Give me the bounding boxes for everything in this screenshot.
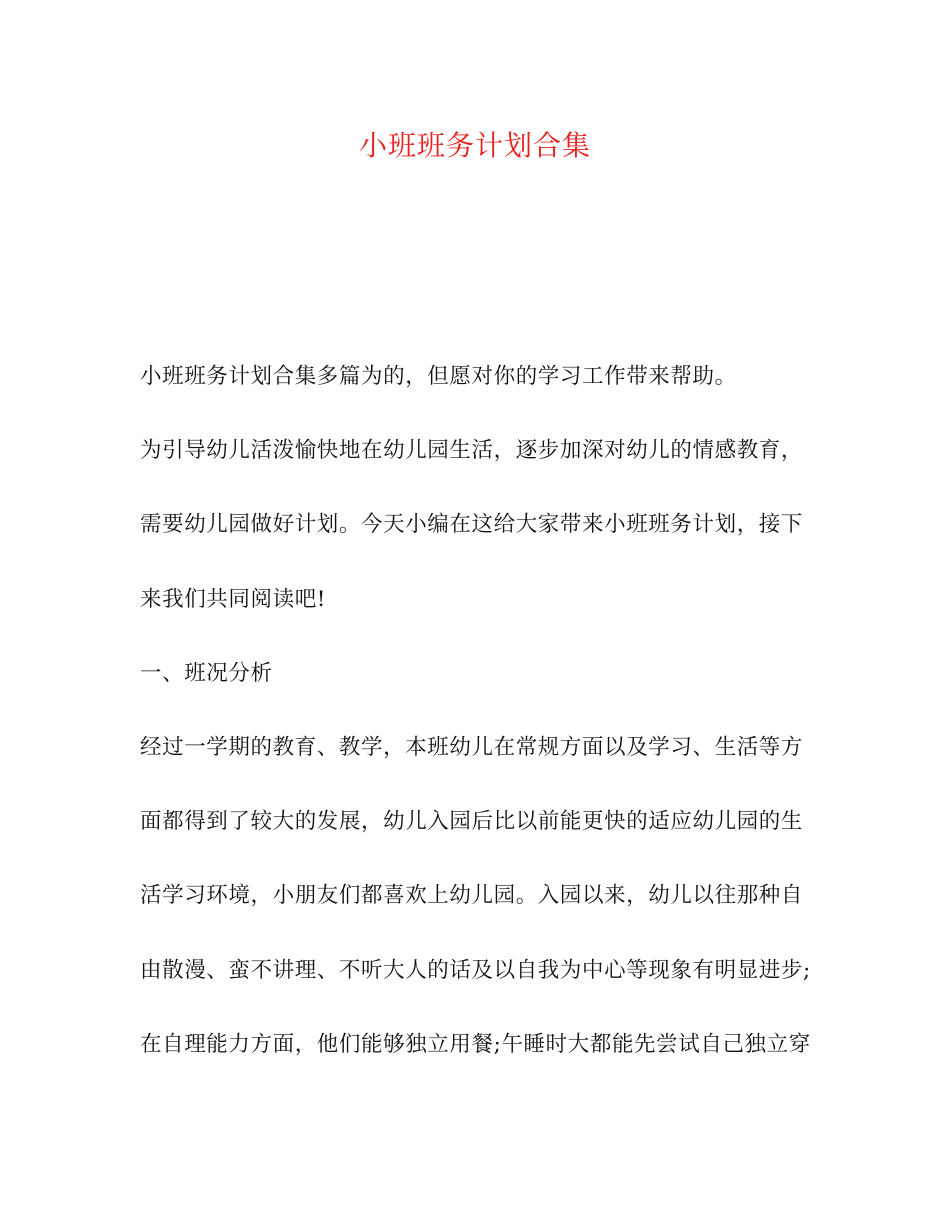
body-line: 小班班务计划合集多篇为的，但愿对你的学习工作带来帮助。 [140, 364, 737, 389]
section-heading: 一、班况分析 [140, 660, 273, 686]
body-line: 活学习环境，小朋友们都喜欢上幼儿园。入园以来，幼儿以往那种自 [140, 883, 804, 909]
document-body [140, 357, 820, 1099]
body-line: 在自理能力方面，他们能够独立用餐;午睡时大都能先尝试自己独立穿 [140, 1031, 811, 1057]
body-line: 为引导幼儿活泼愉快地在幼儿园生活，逐步加深对幼儿的情感教育， [140, 438, 804, 464]
body-line: 来我们共同阅读吧! [140, 586, 327, 612]
body-line: 需要幼儿园做好计划。今天小编在这给大家带来小班班务计划，接下 [140, 512, 804, 538]
body-line: 面都得到了较大的发展，幼儿入园后比以前能更快的适应幼儿园的生 [140, 809, 804, 835]
document-title: 小班班务计划合集 [358, 129, 591, 162]
body-line: 经过一学期的教育、教学，本班幼儿在常规方面以及学习、生活等方 [140, 734, 804, 760]
body-line: 由散漫、蛮不讲理、不听大人的话及以自我为中心等现象有明显进步; [140, 957, 811, 983]
